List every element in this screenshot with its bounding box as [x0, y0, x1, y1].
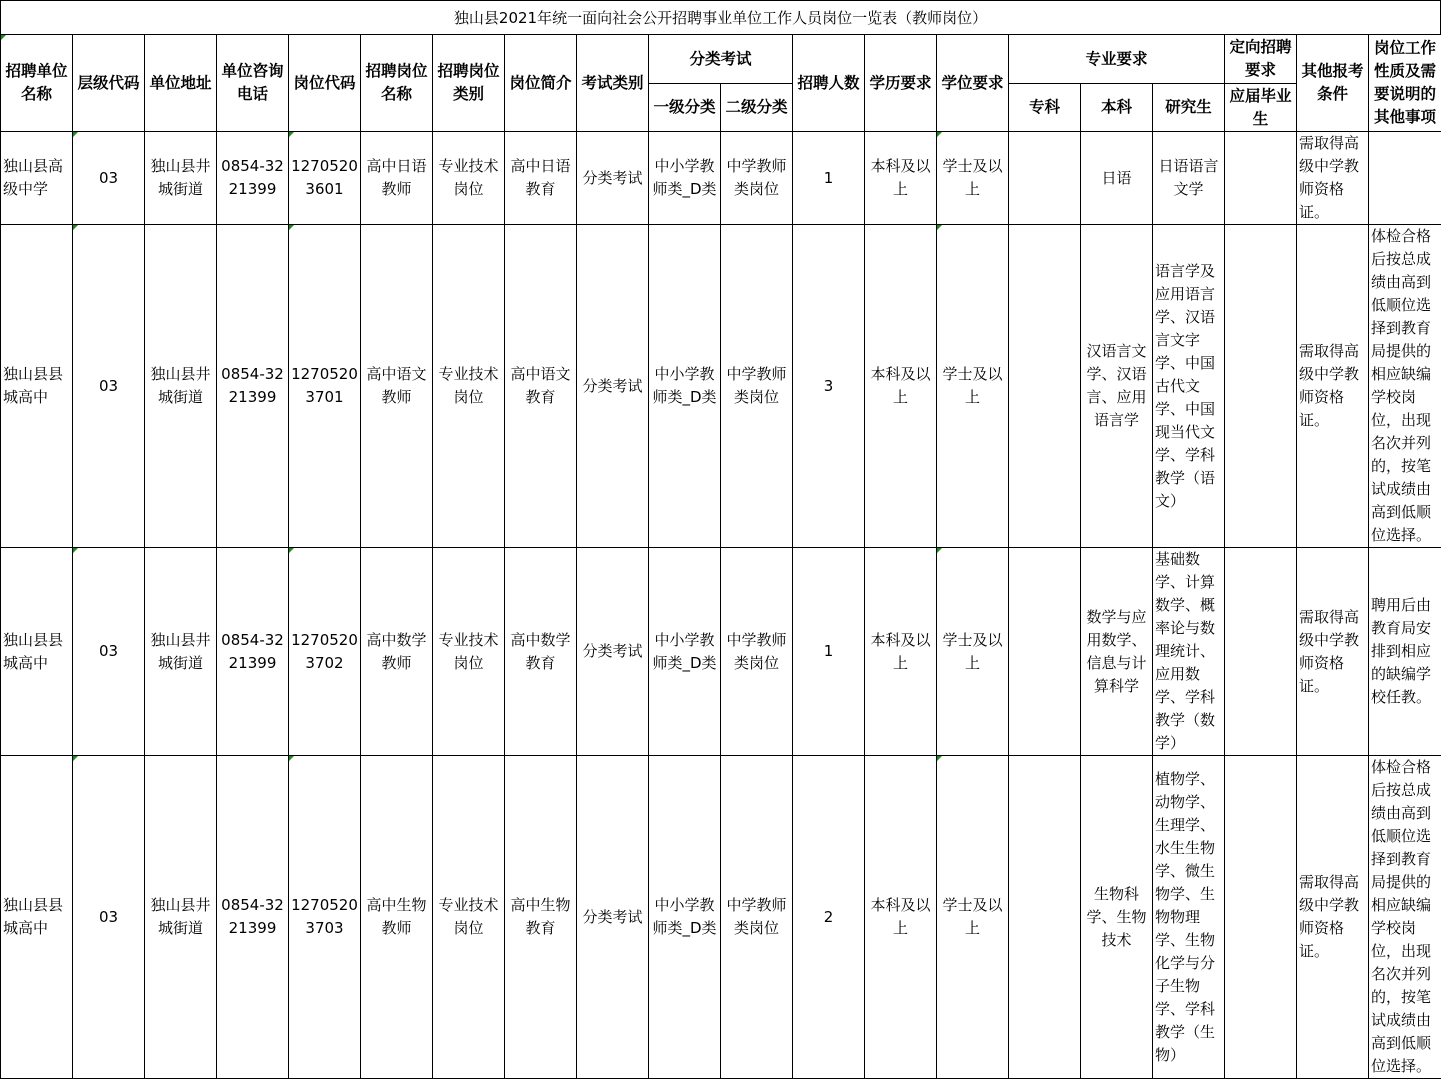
- cell-headcount: 1: [793, 132, 865, 225]
- cell-exam-type: 分类考试: [577, 225, 649, 548]
- cell-fresh-grad: [1225, 548, 1297, 756]
- cell-level2: 中学教师类岗位: [721, 548, 793, 756]
- header-post-name: 招聘岗位名称: [361, 35, 433, 132]
- cell-junior-college: [1009, 756, 1081, 1079]
- header-unit-address: 单位地址: [145, 35, 217, 132]
- header-other-conditions: 其他报考条件: [1297, 35, 1369, 132]
- cell-other-conditions: 需取得高级中学教师资格证。: [1297, 756, 1369, 1079]
- cell-undergraduate: 日语: [1081, 132, 1153, 225]
- cell-unit-address: 独山县井城街道: [145, 548, 217, 756]
- header-phone: 单位咨询电话: [217, 35, 289, 132]
- cell-degree: 学士及以上: [937, 756, 1009, 1079]
- cell-unit-name: 独山县高级中学: [1, 132, 73, 225]
- header-level-code: 层级代码: [73, 35, 145, 132]
- cell-level1: 中小学教师类_D类: [649, 756, 721, 1079]
- table-body: [1, 132, 1441, 1079]
- cell-junior-college: [1009, 132, 1081, 225]
- header-degree: 学位要求: [937, 35, 1009, 132]
- cell-unit-name: 独山县县城高中: [1, 225, 73, 548]
- cell-degree: 学士及以上: [937, 548, 1009, 756]
- cell-post-intro: 高中语文教育: [505, 225, 577, 548]
- header-remarks: 岗位工作性质及需要说明的其他事项: [1369, 35, 1441, 132]
- cell-fresh-grad: [1225, 756, 1297, 1079]
- cell-education: 本科及以上: [865, 225, 937, 548]
- header-classified-exam: 分类考试: [649, 35, 793, 84]
- cell-exam-type: 分类考试: [577, 756, 649, 1079]
- cell-exam-type: 分类考试: [577, 132, 649, 225]
- cell-post-category: 专业技术岗位: [433, 756, 505, 1079]
- table-header: [1, 35, 1441, 132]
- cell-education: 本科及以上: [865, 756, 937, 1079]
- header-junior-college: 专科: [1009, 84, 1081, 132]
- header-graduate: 研究生: [1153, 84, 1225, 132]
- cell-graduate: 语言学及应用语言学、汉语言文字学、中国古代文学、中国现当代文学、学科教学（语文）: [1153, 225, 1225, 548]
- cell-graduate: 日语语言文学: [1153, 132, 1225, 225]
- cell-level-code: 03: [73, 132, 145, 225]
- cell-post-code: 12705203601: [289, 132, 361, 225]
- cell-unit-address: 独山县井城街道: [145, 756, 217, 1079]
- header-headcount: 招聘人数: [793, 35, 865, 132]
- cell-level2: 中学教师类岗位: [721, 225, 793, 548]
- cell-junior-college: [1009, 225, 1081, 548]
- cell-undergraduate: 生物科学、生物技术: [1081, 756, 1153, 1079]
- cell-undergraduate: 汉语言文学、汉语言、应用语言学: [1081, 225, 1153, 548]
- cell-graduate: 基础数学、计算数学、概率论与数理统计、应用数学、学科教学（数学）: [1153, 548, 1225, 756]
- cell-post-intro: 高中数学教育: [505, 548, 577, 756]
- header-major: 专业要求: [1009, 35, 1225, 84]
- cell-phone: 0854-3221399: [217, 756, 289, 1079]
- cell-post-code: 12705203703: [289, 756, 361, 1079]
- header-undergraduate: 本科: [1081, 84, 1153, 132]
- cell-post-name: 高中日语教师: [361, 132, 433, 225]
- header-directed: 定向招聘要求: [1225, 35, 1297, 84]
- cell-fresh-grad: [1225, 132, 1297, 225]
- table-row: [1, 132, 1441, 225]
- cell-post-code: 12705203702: [289, 548, 361, 756]
- cell-education: 本科及以上: [865, 132, 937, 225]
- cell-remarks: 体检合格后按总成绩由高到低顺位选择到教育局提供的相应缺编学校岗位，出现名次并列的，按笔试成绩由高到低顺位选择。: [1369, 225, 1441, 548]
- table-row: [1, 756, 1441, 1079]
- cell-remarks: [1369, 132, 1441, 225]
- cell-headcount: 3: [793, 225, 865, 548]
- cell-graduate: 植物学、动物学、生理学、水生生物学、微生物学、生物物理学、生物化学与分子生物学、学科教学（生物）: [1153, 756, 1225, 1079]
- cell-post-name: 高中生物教师: [361, 756, 433, 1079]
- cell-post-category: 专业技术岗位: [433, 225, 505, 548]
- table-row: [1, 225, 1441, 548]
- cell-level2: 中学教师类岗位: [721, 132, 793, 225]
- cell-post-category: 专业技术岗位: [433, 548, 505, 756]
- cell-other-conditions: 需取得高级中学教师资格证。: [1297, 225, 1369, 548]
- header-level1: 一级分类: [649, 84, 721, 132]
- cell-headcount: 2: [793, 756, 865, 1079]
- header-unit-name: 招聘单位名称: [1, 35, 73, 132]
- cell-degree: 学士及以上: [937, 225, 1009, 548]
- recruitment-table: [0, 34, 1441, 1079]
- cell-post-name: 高中数学教师: [361, 548, 433, 756]
- cell-level1: 中小学教师类_D类: [649, 548, 721, 756]
- cell-level1: 中小学教师类_D类: [649, 132, 721, 225]
- cell-level-code: 03: [73, 548, 145, 756]
- header-post-category: 招聘岗位类别: [433, 35, 505, 132]
- header-fresh-grad: 应届毕业生: [1225, 84, 1297, 132]
- cell-unit-address: 独山县井城街道: [145, 225, 217, 548]
- cell-post-category: 专业技术岗位: [433, 132, 505, 225]
- cell-junior-college: [1009, 548, 1081, 756]
- cell-level-code: 03: [73, 225, 145, 548]
- cell-post-name: 高中语文教师: [361, 225, 433, 548]
- cell-unit-name: 独山县县城高中: [1, 548, 73, 756]
- cell-post-code: 12705203701: [289, 225, 361, 548]
- cell-post-intro: 高中生物教育: [505, 756, 577, 1079]
- cell-other-conditions: 需取得高级中学教师资格证。: [1297, 548, 1369, 756]
- cell-phone: 0854-3221399: [217, 132, 289, 225]
- cell-remarks: 体检合格后按总成绩由高到低顺位选择到教育局提供的相应缺编学校岗位，出现名次并列的，按笔试成绩由高到低顺位选择。: [1369, 756, 1441, 1079]
- header-exam-type: 考试类别: [577, 35, 649, 132]
- cell-level-code: 03: [73, 756, 145, 1079]
- cell-unit-address: 独山县井城街道: [145, 132, 217, 225]
- header-post-intro: 岗位简介: [505, 35, 577, 132]
- header-level2: 二级分类: [721, 84, 793, 132]
- cell-remarks: 聘用后由教育局安排到相应的缺编学校任教。: [1369, 548, 1441, 756]
- cell-degree: 学士及以上: [937, 132, 1009, 225]
- table-row: [1, 548, 1441, 756]
- cell-exam-type: 分类考试: [577, 548, 649, 756]
- cell-phone: 0854-3221399: [217, 225, 289, 548]
- cell-fresh-grad: [1225, 225, 1297, 548]
- cell-post-intro: 高中日语教育: [505, 132, 577, 225]
- cell-education: 本科及以上: [865, 548, 937, 756]
- header-post-code: 岗位代码: [289, 35, 361, 132]
- cell-unit-name: 独山县县城高中: [1, 756, 73, 1079]
- cell-phone: 0854-3221399: [217, 548, 289, 756]
- cell-level2: 中学教师类岗位: [721, 756, 793, 1079]
- table-title: 独山县2021年统一面向社会公开招聘事业单位工作人员岗位一览表（教师岗位）: [0, 0, 1441, 34]
- cell-level1: 中小学教师类_D类: [649, 225, 721, 548]
- header-education: 学历要求: [865, 35, 937, 132]
- cell-undergraduate: 数学与应用数学、信息与计算科学: [1081, 548, 1153, 756]
- cell-other-conditions: 需取得高级中学教师资格证。: [1297, 132, 1369, 225]
- cell-headcount: 1: [793, 548, 865, 756]
